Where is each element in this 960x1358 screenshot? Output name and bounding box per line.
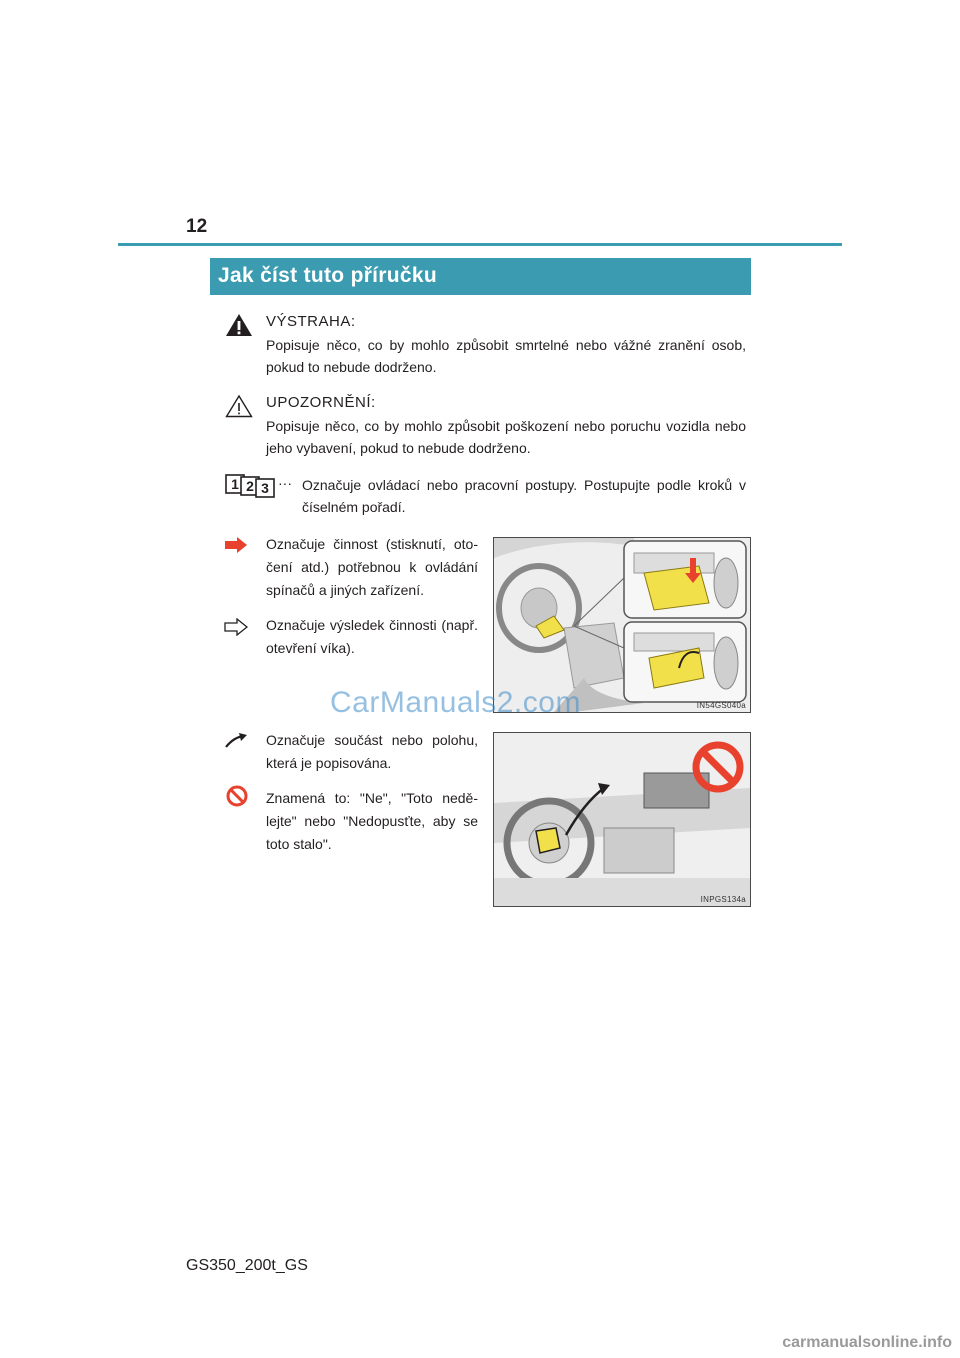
footer-site: carmanualsonline.info (782, 1334, 952, 1351)
dashboard-drawing (494, 733, 750, 906)
step-ellipsis: ··· (278, 475, 292, 491)
footer-model: GS350_200t_GS (186, 1257, 308, 1274)
watermark: CarManuals2.com (330, 686, 581, 719)
warning-text: Popisuje něco, co by mohlo způsobit smrtelné nebo vážné zranění osob, pokud to nebude dodrženo. (266, 337, 746, 375)
section-title-bar (210, 258, 751, 295)
component-text: Označuje součást nebo polohu, která je popisována. (266, 732, 478, 771)
prohibit-text: Znamená to: "Ne", "Toto nedě-lejte" nebo "Nedopusťte, aby se toto stalo". (266, 790, 478, 852)
header-rule (118, 243, 842, 246)
step-badge-2: 2 (246, 478, 254, 494)
warning-label: VÝSTRAHA: (266, 313, 356, 330)
action-arrow-icon (224, 536, 248, 554)
component-pointer-icon (224, 733, 248, 749)
caution-text: Popisuje něco, co by mohlo způsobit poškození nebo poruchu vozidla nebo jeho vybavení, pokud to nebude dodrženo. (266, 418, 746, 456)
result-arrow-icon (224, 618, 248, 636)
result-text: Označuje výsledek činnosti (např. otevření víka). (266, 617, 478, 656)
prohibit-icon (226, 785, 248, 807)
page-number: 12 (186, 216, 208, 237)
warning-triangle-icon (225, 313, 253, 337)
steps-text: Označuje ovládací nebo pracovní postupy. Postupujte podle kroků v číselném pořadí. (302, 477, 746, 515)
dashboard-image-code: INPGS134a (700, 895, 746, 904)
caution-label: UPOZORNĚNÍ: (266, 394, 376, 411)
step-badge-1: 1 (231, 476, 239, 492)
action-text: Označuje činnost (stisknutí, oto-čení atd.) potřebnou k ovládání spínačů a jiných zařízení. (266, 536, 478, 598)
step-badge-3: 3 (261, 480, 269, 496)
console-image-code: IN54GS040a (696, 701, 746, 710)
dashboard-illustration (493, 732, 751, 907)
caution-triangle-icon (225, 394, 253, 418)
step-badges (225, 474, 277, 496)
section-title: Jak číst tuto příručku (218, 264, 437, 287)
